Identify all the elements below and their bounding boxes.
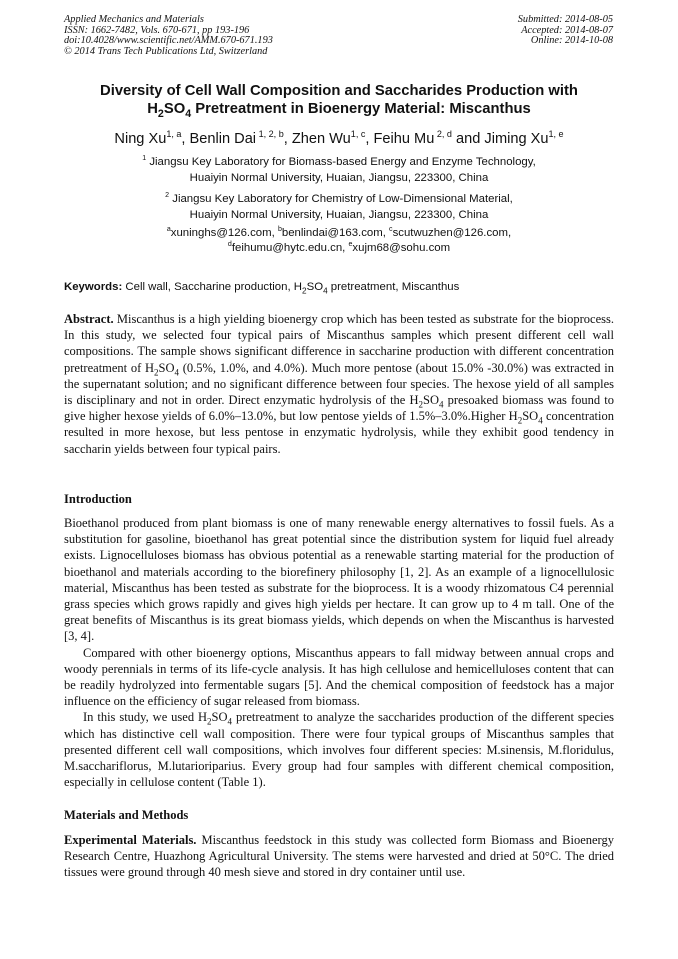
paper-title — [48, 82, 630, 119]
email-line — [48, 226, 630, 241]
introduction-body — [64, 515, 614, 790]
affiliation-line — [48, 191, 630, 207]
author-list — [48, 130, 630, 148]
journal-name: Applied Mechanics and Materials — [64, 14, 204, 25]
affiliation-text: Huaiyin Normal University, Huaian, Jiangsu, 223300, China — [189, 172, 489, 184]
author-separator: and — [451, 131, 485, 147]
abstract-text: concentration resulted in more hexose, but less pentose in enzymatic hydrolysis, while they exhibit good tendency in saccharin yields between four typical pairs. — [64, 409, 614, 456]
abstract-subscript: 2 — [154, 367, 159, 378]
methods-subheading: Experimental Materials. — [64, 833, 197, 847]
affiliation-number: 1 — [142, 155, 147, 163]
introduction-paragraph-3 — [64, 709, 614, 790]
author-name: Benlin Dai — [189, 131, 257, 147]
affiliation-text: Jiangsu Key Laboratory for Chemistry of Low-Dimensional Material, — [169, 193, 513, 205]
title-line-1: Diversity of Cell Wall Composition and Saccharides Production with — [100, 83, 578, 99]
author-name: Ning Xu — [114, 131, 167, 147]
paragraph-text: SO — [211, 710, 228, 725]
affiliation-1 — [48, 154, 630, 186]
journal-header-left — [64, 15, 273, 57]
author-affiliation-mark: 1, c — [350, 129, 366, 140]
abstract-subscript: 4 — [538, 415, 543, 426]
abstract-text: SO — [423, 393, 439, 408]
keywords-subscript: 2 — [302, 286, 307, 296]
keywords-text: Cell wall, Saccharine production, H — [122, 281, 303, 293]
journal-issn: ISSN: 1662-7482, Vols. 670-671, pp 193-196 — [64, 24, 250, 36]
email-link[interactable]: xujm68@sohu.com — [352, 242, 451, 254]
abstract-subscript: 2 — [418, 399, 423, 410]
author-affiliation-mark: 1, a — [166, 129, 182, 140]
keywords — [64, 280, 624, 294]
author-affiliation-mark: 1, 2, b — [256, 129, 284, 140]
accepted-date: Accepted: 2014-08-07 — [521, 24, 613, 36]
email-link[interactable]: scutwuzhen@126.com, — [392, 227, 512, 239]
online-date: Online: 2014-10-08 — [530, 35, 613, 47]
author-affiliation-mark: 2, d — [434, 129, 452, 140]
author-name: Feihu Mu — [373, 131, 435, 147]
title-text: H — [147, 101, 158, 118]
abstract-subscript: 2 — [517, 415, 523, 426]
introduction-paragraph-2: Compared with other bioenergy options, Miscanthus appears to fall midway between annual crops and woody perennials in terms of its life-cycle analysis. It has high cellulose and hemicelluloses content that can be readily hydrolyzed into fermentable sugars [5]. And the chemical composition of feedstock has a major influence on the efficiency of sugar released from biomass. — [64, 645, 614, 709]
author-affiliation-mark: 1, e — [548, 129, 564, 140]
keywords-text: SO — [306, 281, 324, 293]
abstract-subscript: 4 — [438, 399, 444, 410]
introduction-paragraph-1: Bioethanol produced from plant biomass is one of many renewable energy alternatives to fossil fuels. As a substitution for gasoline, bioethanol has great potential since the distribution system for liquid fuel already exists. Lignocelluloses biomass has obvious potential as a renewable starting material for the production of bioethanol and materials according to the biorefinery philosophy [1, 2]. As an example of a lignocellulosic material, Miscanthus has been tested as substrate for the bioprocess. It is a woody rhizomatous C4 perennial grass species which grows rapidly and gives high yields per hectare. It can grow up to 4 m tall. One of the great benefits of Miscanthus is its great biomass yields, which depends on when the Miscanthus is harvested [3, 4]. — [64, 516, 614, 644]
journal-doi: doi:10.4028/www.scientific.net/AMM.670-671.193 — [64, 35, 273, 47]
abstract-text: presoaked biomass was found to give higher hexose yields of 6.0%–13.0%, but low pentose yields of 1.5%–3.0%.Higher H — [64, 393, 614, 424]
title-subscript: 4 — [185, 108, 192, 121]
paragraph-subscript: 4 — [227, 716, 233, 727]
email-link[interactable]: xuninghs@126.com, — [170, 227, 278, 239]
email-line — [48, 241, 630, 256]
abstract-subscript: 4 — [174, 367, 180, 378]
abstract-text: (0.5%, 1.0%, and 4.0%). Much more pentose (about 15.0% -30.0%) was extracted in the supernatant solution; and no significant difference between four species. The hexose yield of all samples is disciplinary and not in order. Direct enzymatic hydrolysis of the H — [64, 360, 614, 408]
methods-text: Miscanthus feedstock in this study was collected form Biomass and Bioenergy Research Centre, Huazhong Agricultural University. The stems were harvested and dried at 50°C. The dried tissues were ground through 40 mesh sieve and stored in dry container until use. — [64, 833, 614, 880]
abstract — [64, 311, 614, 457]
affiliation-text: Jiangsu Key Laboratory for Biomass-based Energy and Enzyme Technology, — [146, 156, 536, 168]
abstract-text: Miscanthus is a high yielding bioenergy crop which has been tested as substrate for the bioprocess. In this study, we selected four typical pairs of Miscanthus samples which present different cell wall compositions. The sample shows significant difference in saccharine production with different concentration pretreatment of H — [64, 312, 614, 375]
abstract-text: SO — [158, 360, 175, 375]
methods-heading: Materials and Methods — [64, 808, 189, 822]
title-subscript: 2 — [157, 108, 164, 121]
email-mark: d — [227, 241, 232, 249]
author-separator: , — [365, 131, 374, 147]
author-separator: , — [181, 131, 190, 147]
keywords-subscript: 4 — [323, 286, 328, 296]
paragraph-subscript: 2 — [207, 716, 212, 727]
affiliation-number: 2 — [165, 192, 170, 200]
email-link[interactable]: feihumu@hytc.edu.cn, — [231, 242, 349, 254]
email-mark: b — [277, 226, 282, 234]
abstract-text: SO — [522, 409, 539, 424]
paragraph-text: pretreatment to analyze the saccharides production of the different species which has distinctive cell wall composition. There were four typical groups of Miscanthus samples that presented different cell wall compositions, which involves four different species: M.sinensis, M.floridulus, M.sacchariflorus, M.lutarioriparius. Every group had four samples with different chemical composition, especially in cellulose content (Table 1). — [64, 710, 614, 790]
affiliation-2 — [48, 191, 630, 223]
introduction-heading: Introduction — [64, 492, 132, 506]
keywords-text: pretreatment, Miscanthus — [327, 281, 460, 293]
author-name: Zhen Wu — [291, 131, 351, 147]
email-mark: e — [348, 241, 353, 249]
email-mark: c — [389, 226, 393, 234]
keywords-label: Keywords: — [64, 281, 123, 293]
journal-header-right — [518, 15, 613, 47]
email-link[interactable]: benlindai@163.com, — [281, 227, 390, 239]
abstract-label: Abstract. — [64, 312, 114, 326]
methods-body — [64, 832, 614, 881]
affiliation-text: Huaiyin Normal University, Huaian, Jiangsu, 223300, China — [189, 209, 489, 221]
title-text: SO — [163, 101, 186, 118]
author-name: Jiming Xu — [484, 131, 549, 147]
email-mark: a — [166, 226, 171, 234]
paragraph-text: In this study, we used H — [83, 710, 208, 725]
author-separator: , — [283, 131, 292, 147]
affiliation-line — [48, 154, 630, 170]
author-emails — [48, 226, 630, 256]
submitted-date: Submitted: 2014-08-05 — [517, 14, 613, 25]
journal-copyright: © 2014 Trans Tech Publications Ltd, Switzerland — [64, 45, 268, 57]
title-line-2 — [48, 100, 630, 121]
title-text: Pretreatment in Bioenergy Material: Miscanthus — [191, 101, 531, 118]
